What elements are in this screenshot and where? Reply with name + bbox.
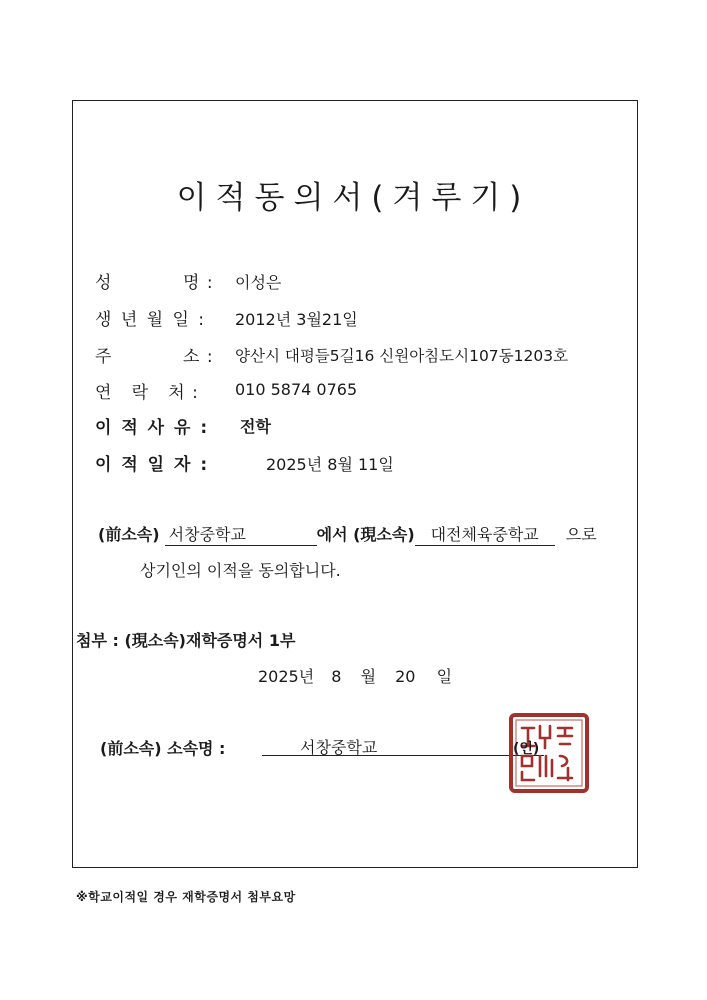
date-month-unit: 월 xyxy=(360,667,377,686)
date-day-unit: 일 xyxy=(436,667,453,686)
seal-mark: (인) xyxy=(513,741,540,757)
transfer-statement xyxy=(98,522,597,546)
prev-school-name: 서창중학교 xyxy=(165,522,317,546)
address-value: 양산시 대평들5길16 신원아침도시107동1203호 xyxy=(235,347,569,365)
birthdate-label: 생 년 월 일 : xyxy=(95,310,207,330)
name-label-a: 성 xyxy=(95,273,113,293)
signature-label: (前소속) 소속명 : xyxy=(100,739,226,758)
address-label-a: 주 xyxy=(95,347,113,367)
attachment-note: 첨부 : (現소속)재학증명서 1부 xyxy=(76,631,296,650)
signing-date xyxy=(258,664,452,687)
transfer-date-label: 이 적 일 자 : xyxy=(95,455,210,475)
statement-suffix: 으로 xyxy=(565,525,597,544)
contact-label: 연 락 처 : xyxy=(95,383,199,403)
new-school-name: 대전체육중학교 xyxy=(415,522,555,546)
transfer-date-value: 2025년 8월 11일 xyxy=(266,455,394,474)
name-label-b: 명 : xyxy=(183,273,214,293)
transfer-reason-label: 이 적 사 유 : xyxy=(95,418,210,438)
date-month: 8 xyxy=(331,667,342,686)
statement-middle: 에서 (現소속) xyxy=(316,525,415,544)
document-title: 이적동의서(겨루기) xyxy=(176,180,531,216)
transfer-reason-value: 전학 xyxy=(240,417,271,436)
date-year: 2025년 xyxy=(258,667,315,686)
footer-note: ※학교이적일 경우 재학증명서 첨부요망 xyxy=(76,890,296,904)
birthdate-value: 2012년 3월21일 xyxy=(235,310,358,329)
address-label-b: 소 : xyxy=(183,347,214,367)
signature-school: 서창중학교 xyxy=(300,738,378,757)
prev-affiliation-prefix: (前소속) xyxy=(98,525,160,544)
name-value: 이성은 xyxy=(235,273,282,292)
contact-value: 010 5874 0765 xyxy=(235,380,358,399)
consent-text: 상기인의 이적을 동의합니다. xyxy=(140,561,341,580)
date-day: 20 xyxy=(395,667,416,686)
